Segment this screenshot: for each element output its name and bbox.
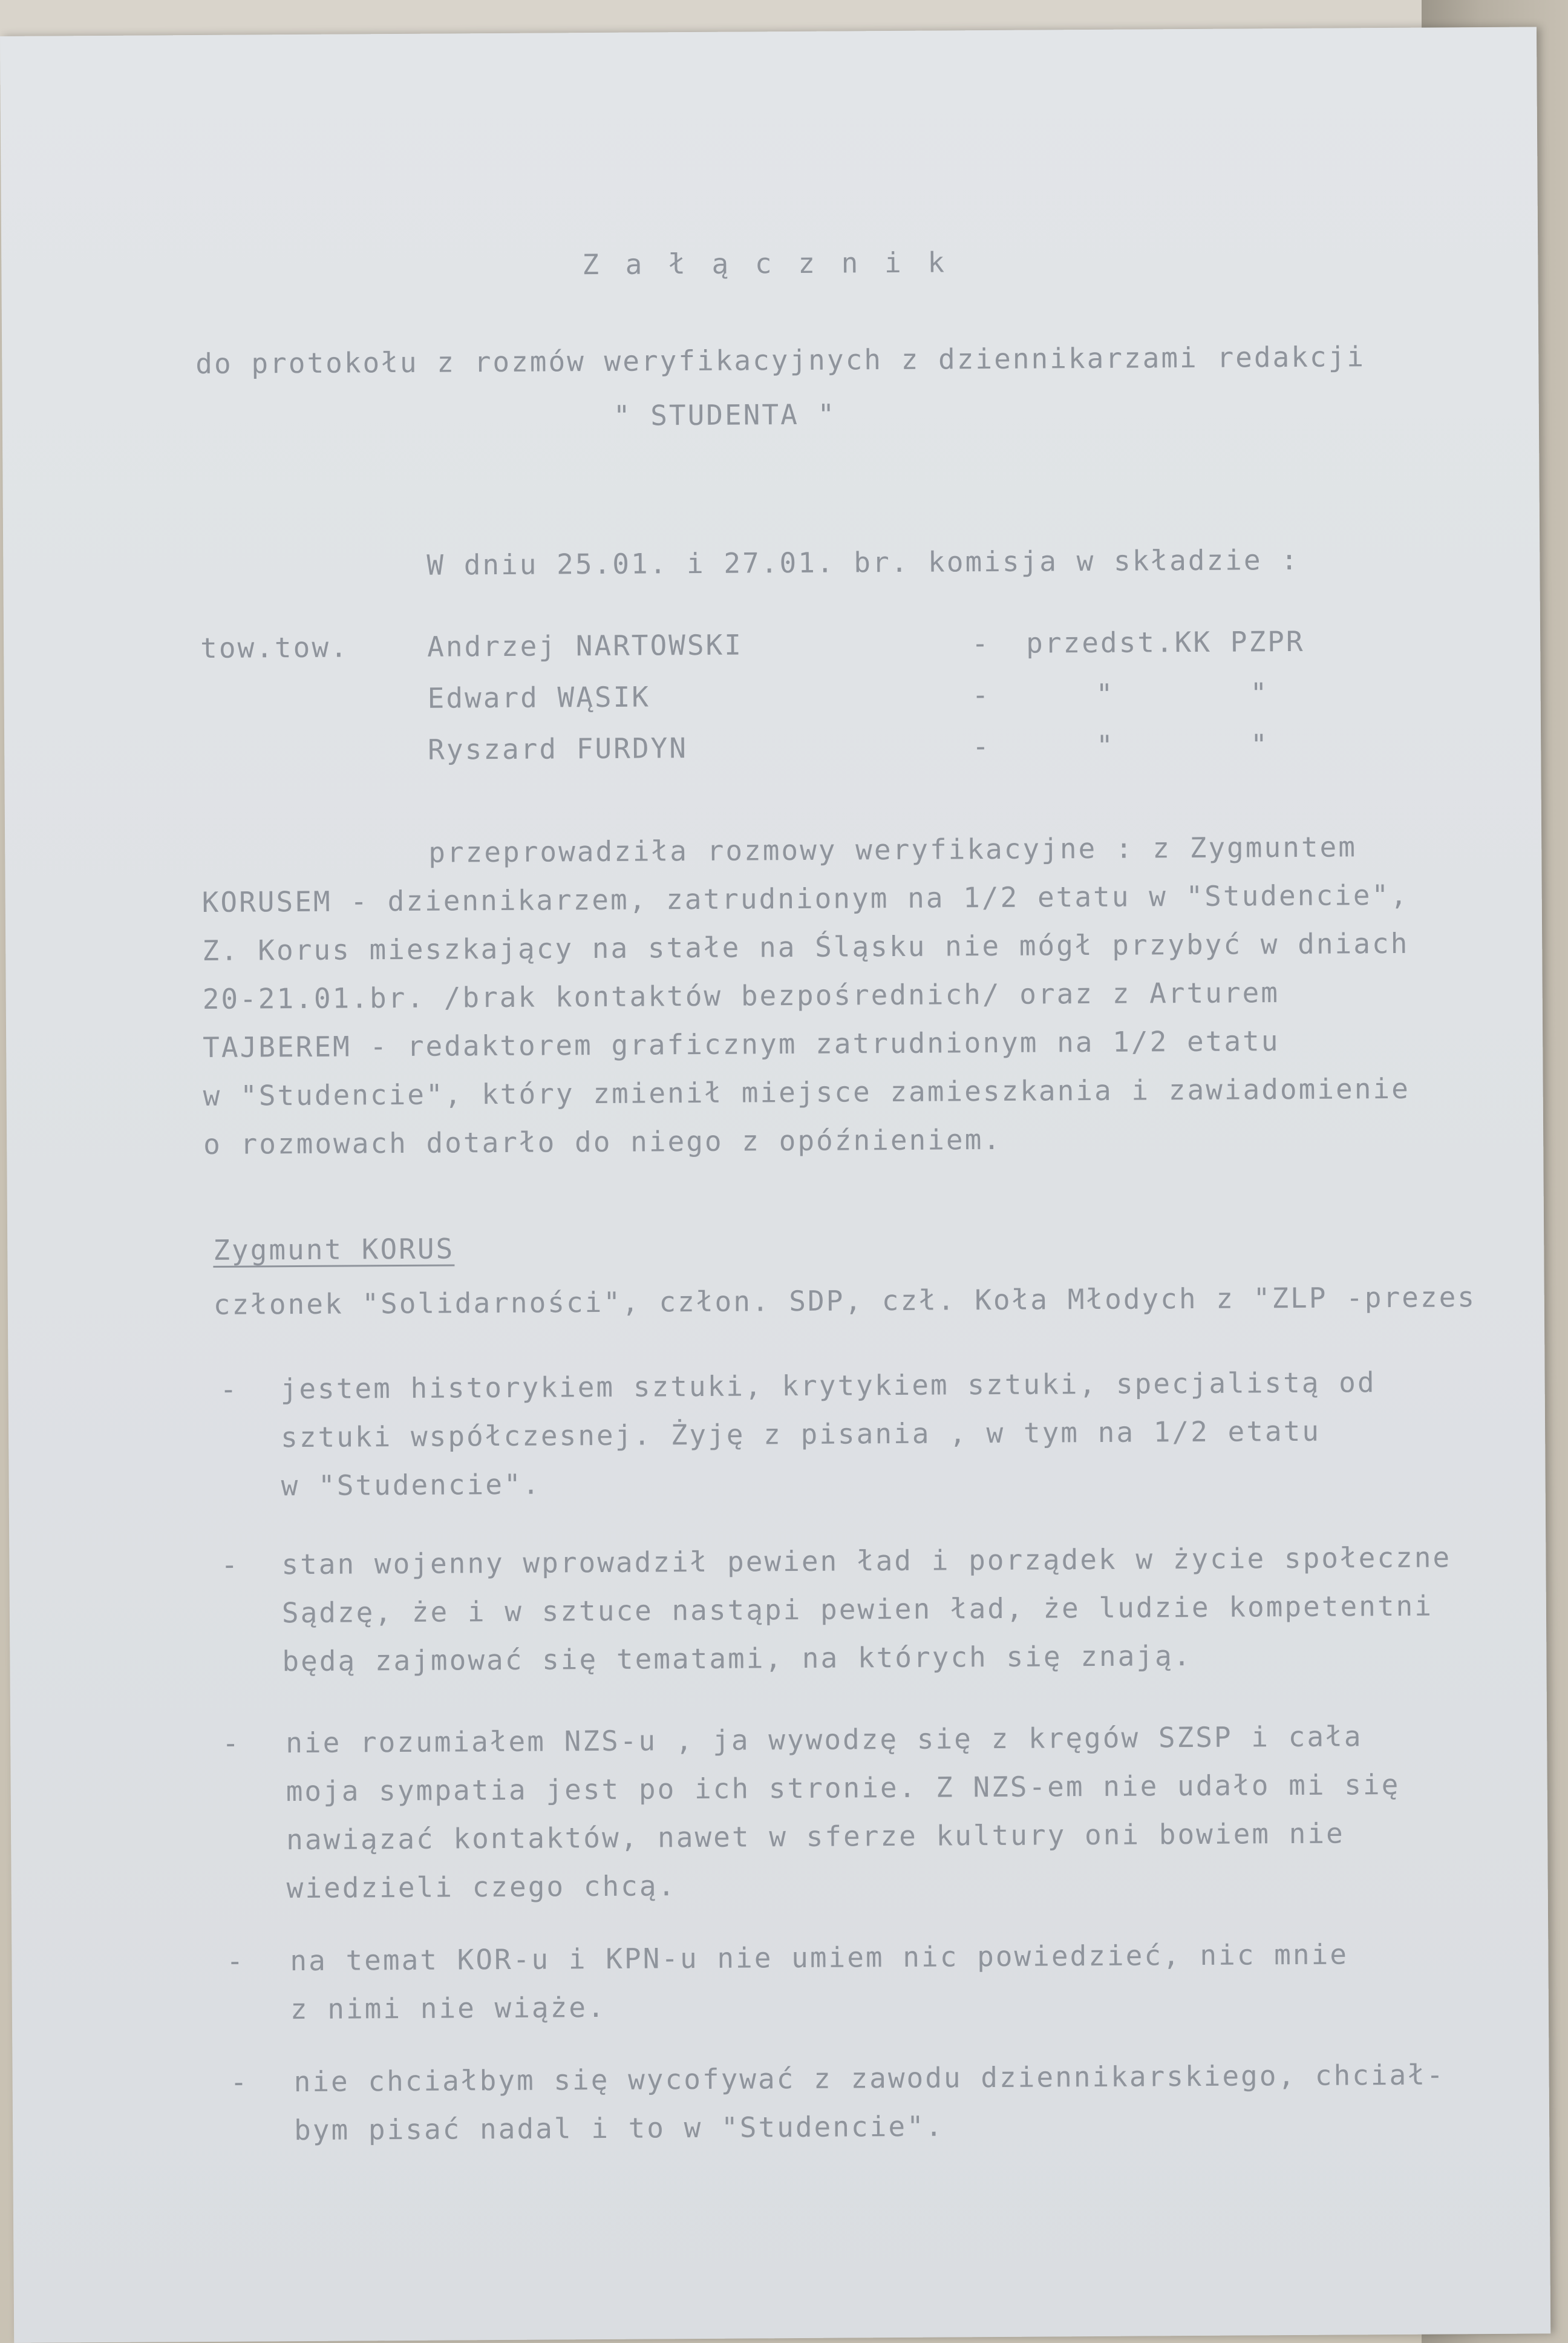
bullet-line: na temat KOR-u i KPN-u nie umiem nic powiedzieć, nic mnie xyxy=(290,1938,1349,1978)
bullet-line: sztuki współczesnej. Żyję z pisania , w tym na 1/2 etatu xyxy=(280,1414,1321,1454)
committee-member-dash: - xyxy=(972,678,991,712)
committee-member-role-2: " xyxy=(1250,677,1269,710)
bullet-dash: - xyxy=(226,1944,246,1978)
bullet-line: z nimi nie wiąże. xyxy=(290,1990,606,2026)
committee-member-dash: - xyxy=(971,627,991,660)
subtitle-line-2: " STUDENTA " xyxy=(613,398,837,432)
bullet-line: Sądzę, że i w sztuce nastąpi pewien ład, że ludzie kompetentni xyxy=(281,1589,1434,1630)
bullet-line: stan wojenny wprowadził pewien ład i porządek w życie społeczne xyxy=(281,1541,1452,1581)
committee-member-dash: - xyxy=(972,730,991,763)
committee-member-role-2: " xyxy=(1250,728,1270,761)
committee-member-name: Edward WĄSIK xyxy=(427,680,651,715)
paragraph-line: Z. Korus mieszkający na stałe na Śląsku nie mógł przybyć w dniach xyxy=(202,926,1410,967)
paragraph-line: TAJBEREM - redaktorem graficznym zatrudnionym na 1/2 etatu xyxy=(203,1024,1280,1064)
paragraph-line: w "Studencie", który zmienił miejsce zamieszkania i zawiadomienie xyxy=(203,1072,1410,1112)
bullet-line: jestem historykiem sztuki, krytykiem sztuki, specjalistą od xyxy=(280,1366,1376,1406)
document-title: Z a ł ą c z n i k xyxy=(582,246,950,281)
paragraph-line: 20-21.01.br. /brak kontaktów bezpośrednich/ oraz z Arturem xyxy=(202,976,1280,1015)
bullet-line: moja sympatia jest po ich stronie. Z NZS-em nie udało mi się xyxy=(286,1768,1400,1808)
bullet-line: będą zajmować się tematami, na których się znają. xyxy=(282,1639,1192,1678)
bullet-dash: - xyxy=(221,1548,240,1581)
committee-member-role: przedst.KK PZPR xyxy=(1025,624,1305,660)
bullet-dash: - xyxy=(230,2065,249,2099)
committee-member-role: " xyxy=(1096,677,1115,710)
paragraph-line: KORUSEM - dziennikarzem, zatrudnionym na 1/2 etatu w "Studencie", xyxy=(201,878,1410,919)
committee-member-name: Andrzej NARTOWSKI xyxy=(427,628,743,663)
bullet-line: nie chciałbym się wycofywać z zawodu dziennikarskiego, chciał- xyxy=(293,2058,1445,2099)
bullet-dash: - xyxy=(222,1726,241,1760)
committee-prefix: tow.tow. xyxy=(200,631,349,664)
section-heading: Zygmunt KORUS xyxy=(213,1232,455,1267)
committee-member-role: " xyxy=(1096,729,1116,762)
bullet-line: w "Studencie". xyxy=(281,1467,541,1502)
bullet-line: bym pisać nadal i to w "Studencie". xyxy=(293,2109,944,2147)
bullet-line: nawiązać kontaktów, nawet w sferze kultury oni bowiem nie xyxy=(286,1817,1345,1856)
intro-line: W dniu 25.01. i 27.01. br. komisja w składzie : xyxy=(426,543,1300,582)
committee-member-name: Ryszard FURDYN xyxy=(428,732,688,766)
membership-line: członek "Solidarności", człon. SDP, czł. Koła Młodych z "ZLP -prezes xyxy=(213,1280,1477,1321)
bullet-line: wiedzieli czego chcą. xyxy=(286,1869,677,1905)
bullet-dash: - xyxy=(220,1372,239,1406)
paragraph-line: o rozmowach dotarło do niego z opóźnieniem. xyxy=(203,1122,1002,1161)
document-sheet xyxy=(0,27,1550,2342)
paragraph-line: przeprowadziła rozmowy weryfikacyjne : z Zygmuntem xyxy=(428,830,1357,869)
subtitle-line-1: do protokołu z rozmów weryfikacyjnych z dziennikarzami redakcji xyxy=(195,340,1366,381)
bullet-line: nie rozumiałem NZS-u , ja wywodzę się z kręgów SZSP i cała xyxy=(286,1720,1363,1760)
